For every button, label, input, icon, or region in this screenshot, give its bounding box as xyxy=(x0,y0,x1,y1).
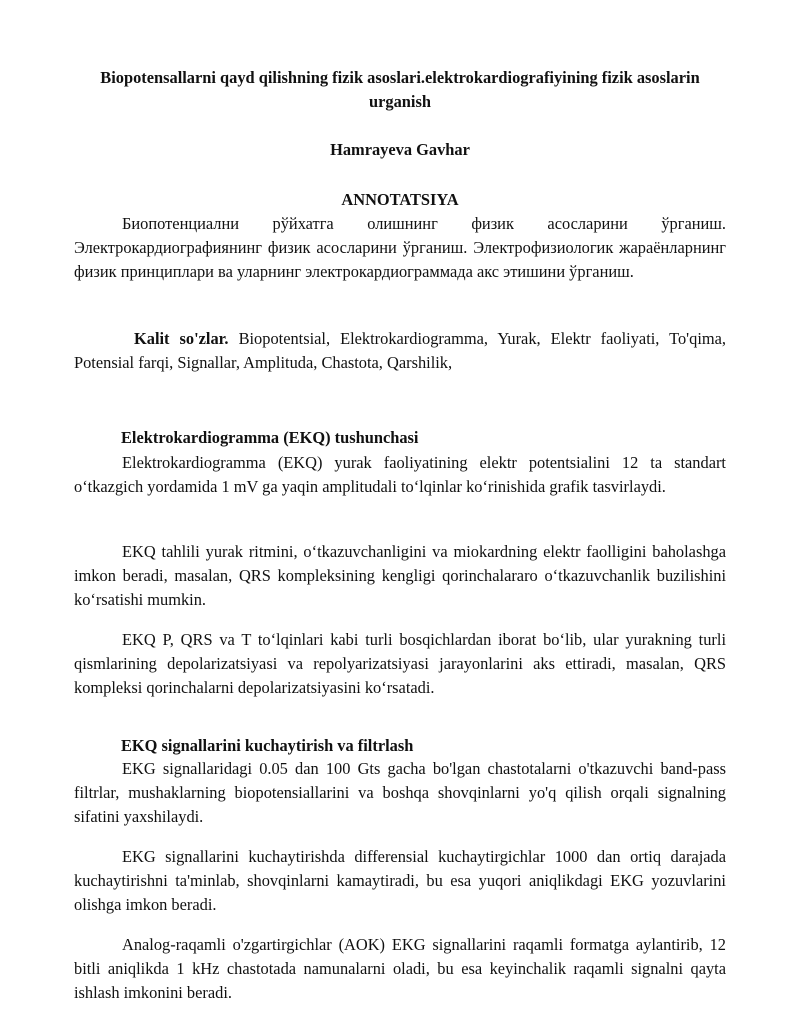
section-2-paragraph-3: Analog-raqamli o'zgartirgichlar (AOK) EKG signallarini raqamli formatga aylantirib, 12 bitli aniqlikda 1 kHz chastotada namunalarni oladi, bu esa keyinchalik raqamli signalni qayta ishlash imkonini beradi. xyxy=(74,935,726,1002)
section-2-paragraph-1: EKG signallaridagi 0.05 dan 100 Gts gacha bo'lgan chastotalarni o'tkazuvchi band-pass filtrlar, mushaklarning biopotensiallarini va boshqa shovqinlarni yo'q qilish orqali signalning sifatini yaxshilaydi. xyxy=(74,759,726,826)
section-heading-ekq-concept: Elektrokardiogramma (EKQ) tushunchasi xyxy=(121,428,419,447)
section-1-paragraph-2: EKQ tahlili yurak ritmini, oʻtkazuvchanligini va miokardning elektr faolligini baholashga imkon beradi, masalan, QRS kompleksining kengligi qorinchalararo oʻtkazuvchanlik buzilishini koʻrsatishi mumkin. xyxy=(74,542,726,609)
keywords-text: Biopotentsial, Elektrokardiogramma, Yurak, Elektr faoliyati, To'qima, Potensial farqi, Signallar, Amplituda, Chastota, Qarshilik, xyxy=(74,329,726,372)
keywords-label: Kalit so'zlar. xyxy=(134,329,229,348)
annotation-heading: ANNOTATSIYA xyxy=(341,190,459,209)
section-1-paragraph-3: EKQ P, QRS va T toʻlqinlari kabi turli bosqichlardan iborat boʻlib, ular yurakning turli qismlarining depolarizatsiyasi va repolyarizatsiyasi jarayonlarini aks ettiradi, masalan, QRS kompleksi qorinchalarni depolarizatsiyasini koʻrsatadi. xyxy=(74,630,726,697)
section-heading-amplification: EKQ signallarini kuchaytirish va filtrlash xyxy=(121,736,414,755)
keywords-paragraph xyxy=(74,327,726,375)
document-title: Biopotensallarni qayd qilishning fizik asoslari.elektrokardiografiyining fizik asoslarin urganish xyxy=(100,68,700,111)
section-2-paragraph-2: EKG signallarini kuchaytirishda differensial kuchaytirgichlar 1000 dan ortiq darajada kuchaytirishni ta'minlab, shovqinlarni kamaytiradi, bu esa yuqori aniqlikdagi EKG yozuvlarini olishga imkon beradi. xyxy=(74,847,726,914)
author-name: Hamrayeva Gavhar xyxy=(330,140,470,159)
annotation-text: Биопотенциални рўйхатга олишнинг физик асосларини ўрганиш. Электрокардиографиянинг физик асосларини ўрганиш. Электрофизиологик жараёнларнинг физик принциплари ва уларнинг электрокардиограммада акс этишини ўрганиш. xyxy=(74,214,726,281)
section-1-paragraph-1: Elektrokardiogramma (EKQ) yurak faoliyatining elektr potentsialini 12 ta standart oʻtkazgich yordamida 1 mV ga yaqin amplitudali toʻlqinlar koʻrinishida grafik tasvirlaydi. xyxy=(74,453,726,496)
